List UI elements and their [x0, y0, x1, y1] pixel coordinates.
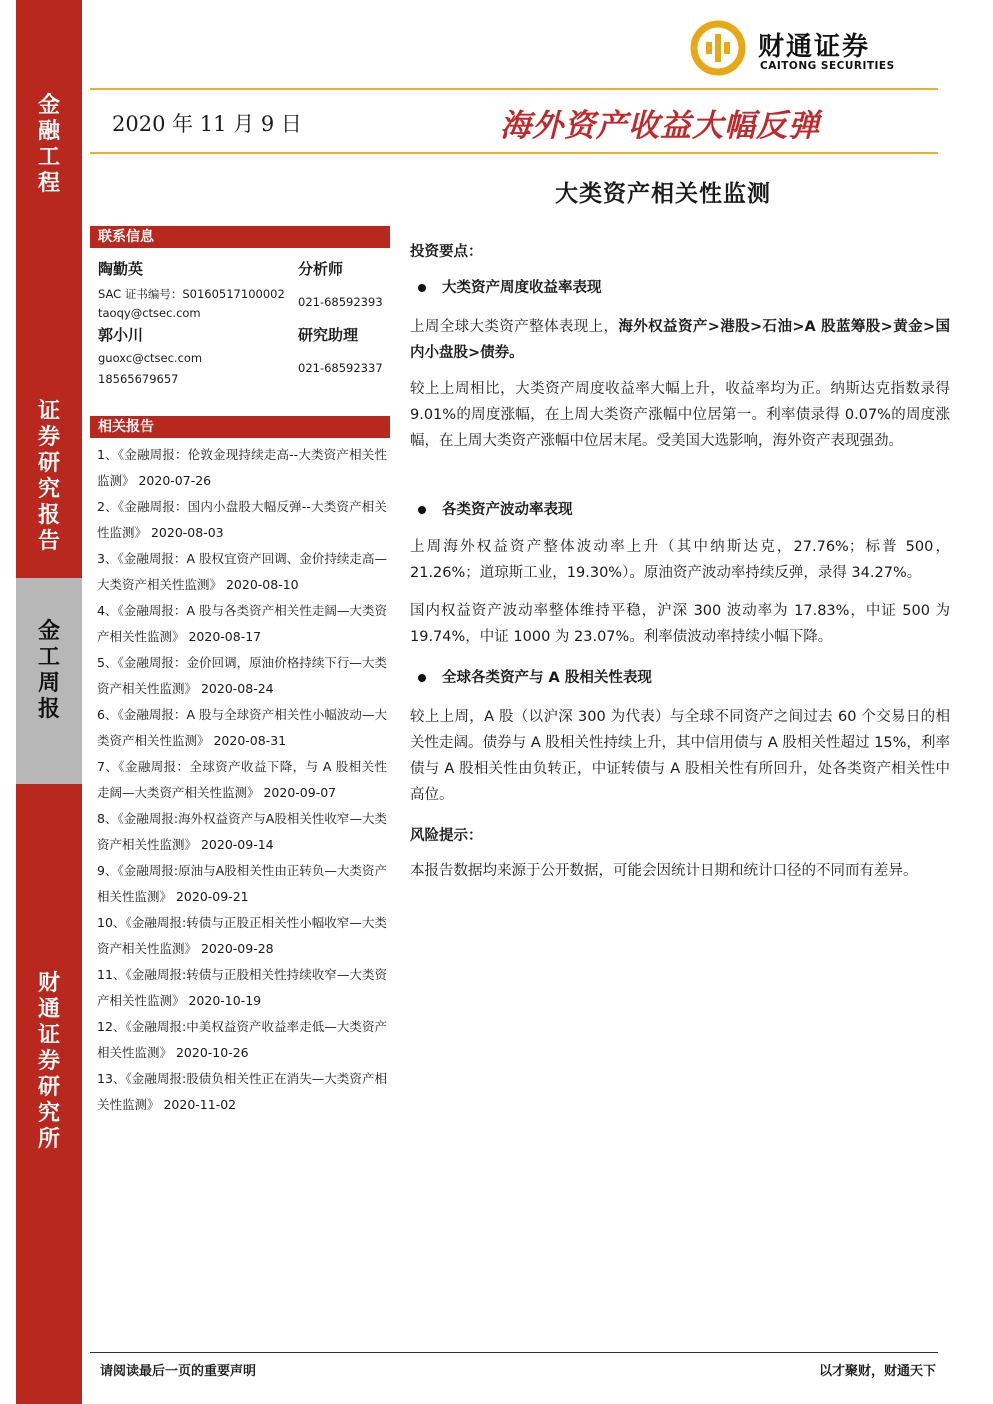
- footer-slogan: 以才聚财，财通天下: [818, 1364, 936, 1379]
- risk-heading: 风险提示：: [410, 828, 483, 844]
- sidebar-char: 程: [37, 170, 60, 196]
- sidebar-char: 证: [37, 398, 60, 424]
- related-report-item[interactable]: 9、《金融周报:原油与A股相关性由正转负—大类资产相关性监测》 2020-09-21: [97, 863, 387, 904]
- sidebar-label-institute: [16, 970, 82, 1152]
- assistant-role: 研究助理: [298, 326, 359, 344]
- related-report-item[interactable]: 10、《金融周报:转债与正股正相关性小幅收窄—大类资产相关性监测》 2020-09-28: [97, 915, 387, 956]
- related-report-item[interactable]: 4、《金融周报：A 股与各类资产相关性走阔—大类资产相关性监测》 2020-08-17: [97, 603, 387, 644]
- sidebar-char: 周: [37, 670, 60, 696]
- sidebar-char: 告: [37, 528, 60, 554]
- footer-divider: [90, 1352, 938, 1353]
- sidebar-char: 工: [37, 644, 60, 670]
- related-report-item[interactable]: 2、《金融周报：国内小盘股大幅反弹--大类资产相关性监测》 2020-08-03: [97, 499, 387, 540]
- assistant-email[interactable]: guoxc@ctsec.com: [98, 351, 203, 365]
- key-points-heading: 投资要点：: [410, 244, 483, 260]
- bullet-icon: [418, 506, 426, 514]
- bullet-icon: [418, 284, 426, 292]
- sidebar-char: 金: [37, 618, 60, 644]
- analyst-email[interactable]: taoqy@ctsec.com: [98, 306, 201, 320]
- related-report-item[interactable]: 3、《金融周报：A 股权宜资产回调、金价持续走高—大类资产相关性监测》 2020-08-10: [97, 551, 387, 592]
- report-date: 2020 年 11 月 9 日: [112, 112, 302, 136]
- sidebar-char: 通: [37, 996, 60, 1022]
- caitong-logo-icon: [690, 20, 746, 76]
- section-heading-returns: 大类资产周度收益率表现: [418, 276, 602, 297]
- paragraph-volatility-domestic: 国内权益资产波动率整体维持平稳，沪深 300 波动率为 17.83%，中证 500 为 19.74%，中证 1000 为 23.07%。利率债波动率持续小幅下降。: [410, 603, 950, 645]
- logo-text-en: CAITONG SECURITIES: [760, 60, 895, 72]
- sidebar-char: 证: [37, 1022, 60, 1048]
- paragraph-returns-ranking: 上周全球大类资产整体表现上，海外权益资产>港股>石油>A 股蓝筹股>黄金>国内小盘股>债券。: [410, 319, 951, 361]
- sidebar-label-financial-engineering: [16, 92, 82, 196]
- analyst-role: 分析师: [298, 260, 344, 278]
- related-report-item[interactable]: 1、《金融周报：伦敦金现持续走高--大类资产相关性监测》 2020-07-26: [97, 447, 387, 488]
- sidebar-char: 融: [37, 118, 60, 144]
- analyst-phone: 021-68592393: [298, 295, 383, 309]
- related-report-list: [97, 442, 387, 1118]
- related-report-item[interactable]: 6、《金融周报：A 股与全球资产相关性小幅波动—大类资产相关性监测》 2020-08-31: [97, 707, 387, 748]
- related-report-item[interactable]: 13、《金融周报:股债负相关性正在消失—大类资产相关性监测》 2020-11-02: [97, 1071, 387, 1112]
- sidebar-char: 券: [37, 1048, 60, 1074]
- left-sidebar: [16, 0, 82, 1404]
- sidebar-char: 报: [37, 696, 60, 722]
- sidebar-char: 究: [37, 1100, 60, 1126]
- sidebar-char: 金: [37, 92, 60, 118]
- section-heading-volatility: 各类资产波动率表现: [418, 498, 573, 519]
- contact-section-header: 联系信息: [90, 226, 390, 248]
- sidebar-label-research-report: [16, 398, 82, 554]
- logo-text-cn: 财通证券: [758, 32, 871, 62]
- sidebar-char: 工: [37, 144, 60, 170]
- report-subtitle: 大类资产相关性监测: [555, 180, 771, 207]
- sidebar-label-weekly: [16, 578, 82, 784]
- sidebar-char: 究: [37, 476, 60, 502]
- paragraph-risk: 本报告数据均来源于公开数据，可能会因统计日期和统计口径的不同而有差异。: [410, 863, 918, 879]
- section-heading-correlation: 全球各类资产与 A 股相关性表现: [418, 666, 652, 687]
- sidebar-char: 报: [37, 502, 60, 528]
- report-title: 海外资产收益大幅反弹: [500, 108, 820, 144]
- assistant-mobile: 18565679657: [98, 372, 179, 386]
- assistant-phone: 021-68592337: [298, 361, 383, 375]
- header-divider-top: [90, 88, 938, 90]
- sidebar-char: 财: [37, 970, 60, 996]
- sidebar-char: 研: [37, 1074, 60, 1100]
- related-report-item[interactable]: 5、《金融周报：金价回调，原油价格持续下行—大类资产相关性监测》 2020-08-24: [97, 655, 387, 696]
- paragraph-returns-detail: 较上上周相比，大类资产周度收益率大幅上升，收益率均为正。纳斯达克指数录得 9.01%的周度涨幅，在上周大类资产涨幅中位居第一。利率债录得 0.07%的周度涨幅，在上周大类资产涨幅中位居末尾。受美国大选影响，海外资产表现强劲。: [410, 381, 950, 449]
- assistant-name: 郭小川: [98, 326, 144, 344]
- sidebar-char: 所: [37, 1126, 60, 1152]
- related-report-item[interactable]: 8、《金融周报:海外权益资产与A股相关性收窄—大类资产相关性监测》 2020-09-14: [97, 811, 387, 852]
- analyst-name: 陶勤英: [98, 260, 144, 278]
- paragraph-correlation: 较上上周，A 股（以沪深 300 为代表）与全球不同资产之间过去 60 个交易日的相关性走阔。债券与 A 股相关性持续上升，其中信用债与 A 股相关性超过 15%，利率债与 A 股相关性由负转正，中证转债与 A 股相关性有所回升，处各类资产相关性中高位。: [410, 709, 950, 803]
- related-report-item[interactable]: 7、《金融周报：全球资产收益下降，与 A 股相关性走阔—大类资产相关性监测》 2020-09-07: [97, 759, 387, 800]
- bullet-icon: [418, 674, 426, 682]
- related-report-item[interactable]: 11、《金融周报:转债与正股相关性持续收窄—大类资产相关性监测》 2020-10-19: [97, 967, 387, 1008]
- footer-disclaimer-note: 请阅读最后一页的重要声明: [100, 1364, 257, 1379]
- company-logo: [690, 20, 935, 80]
- analyst-sac: SAC 证书编号：S0160517100002: [98, 287, 285, 301]
- related-section-header: 相关报告: [90, 416, 390, 438]
- sidebar-char: 研: [37, 450, 60, 476]
- header-divider-bottom: [90, 152, 938, 154]
- related-report-item[interactable]: 12、《金融周报:中美权益资产收益率走低—大类资产相关性监测》 2020-10-26: [97, 1019, 387, 1060]
- paragraph-volatility-overseas: 上周海外权益资产整体波动率上升（其中纳斯达克，27.76%；标普 500，21.26%；道琼斯工业，19.30%）。原油资产波动率持续反弹，录得 34.27%。: [410, 539, 950, 581]
- sidebar-char: 券: [37, 424, 60, 450]
